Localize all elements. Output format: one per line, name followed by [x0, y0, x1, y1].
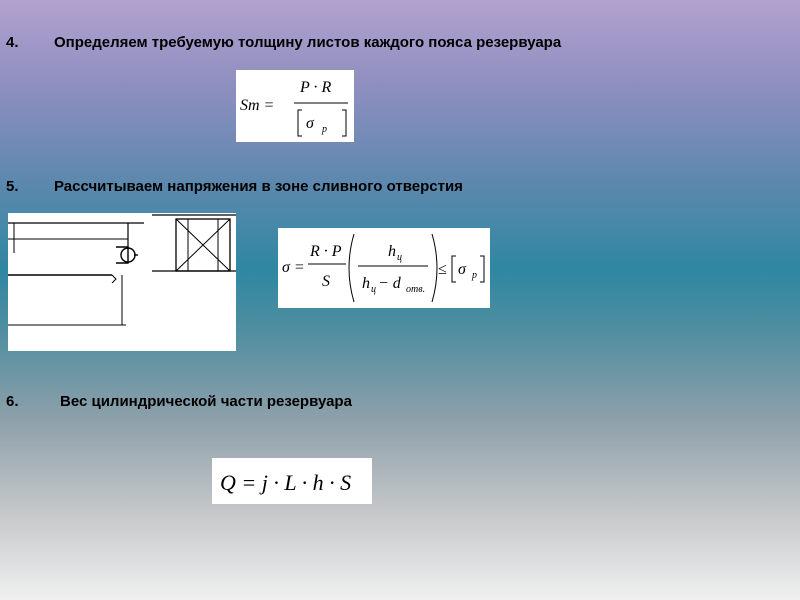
formula-stress [278, 228, 490, 308]
h-top: h [388, 243, 396, 260]
formula-weight-svg [212, 458, 372, 504]
formula-lhs: σ = [282, 259, 305, 276]
drawing-svg [8, 213, 236, 351]
step-number: 4. [6, 34, 19, 51]
formula-sub: p [472, 270, 477, 281]
formula-numerator: P · R [300, 79, 332, 96]
formula-stress-svg [278, 228, 490, 308]
formula-sm-svg [236, 70, 354, 142]
d-sub: отв. [406, 284, 426, 295]
step-text: Определяем требуемую толщину листов каждого пояса резервуара [54, 34, 562, 51]
step-text: Вес цилиндрической части резервуара [60, 393, 352, 410]
h-bot: h [362, 275, 370, 292]
step-number: 6. [6, 393, 19, 410]
formula-numerator: R · P [310, 243, 342, 260]
formula-sigma: σ [458, 261, 466, 278]
tank-drain-drawing [8, 213, 236, 351]
step-number: 5. [6, 178, 19, 195]
le-sign: ≤ [438, 261, 447, 278]
h-top-sub: ц [397, 252, 402, 263]
step-text: Рассчитываем напряжения в зоне сливного отверстия [54, 178, 463, 195]
formula-weight-text: Q = j · L · h · S [220, 470, 352, 495]
formula-sm [236, 70, 354, 142]
formula-sigma: σ [306, 115, 314, 132]
formula-sub: p [322, 124, 327, 135]
h-bot-sub: ц [371, 284, 376, 295]
formula-weight [212, 458, 372, 504]
minus-d: − d [378, 275, 401, 292]
formula-denominator: S [322, 273, 330, 290]
right-bracket [342, 110, 346, 136]
left-bracket [298, 110, 302, 136]
formula-lhs: Sm = [240, 97, 275, 114]
